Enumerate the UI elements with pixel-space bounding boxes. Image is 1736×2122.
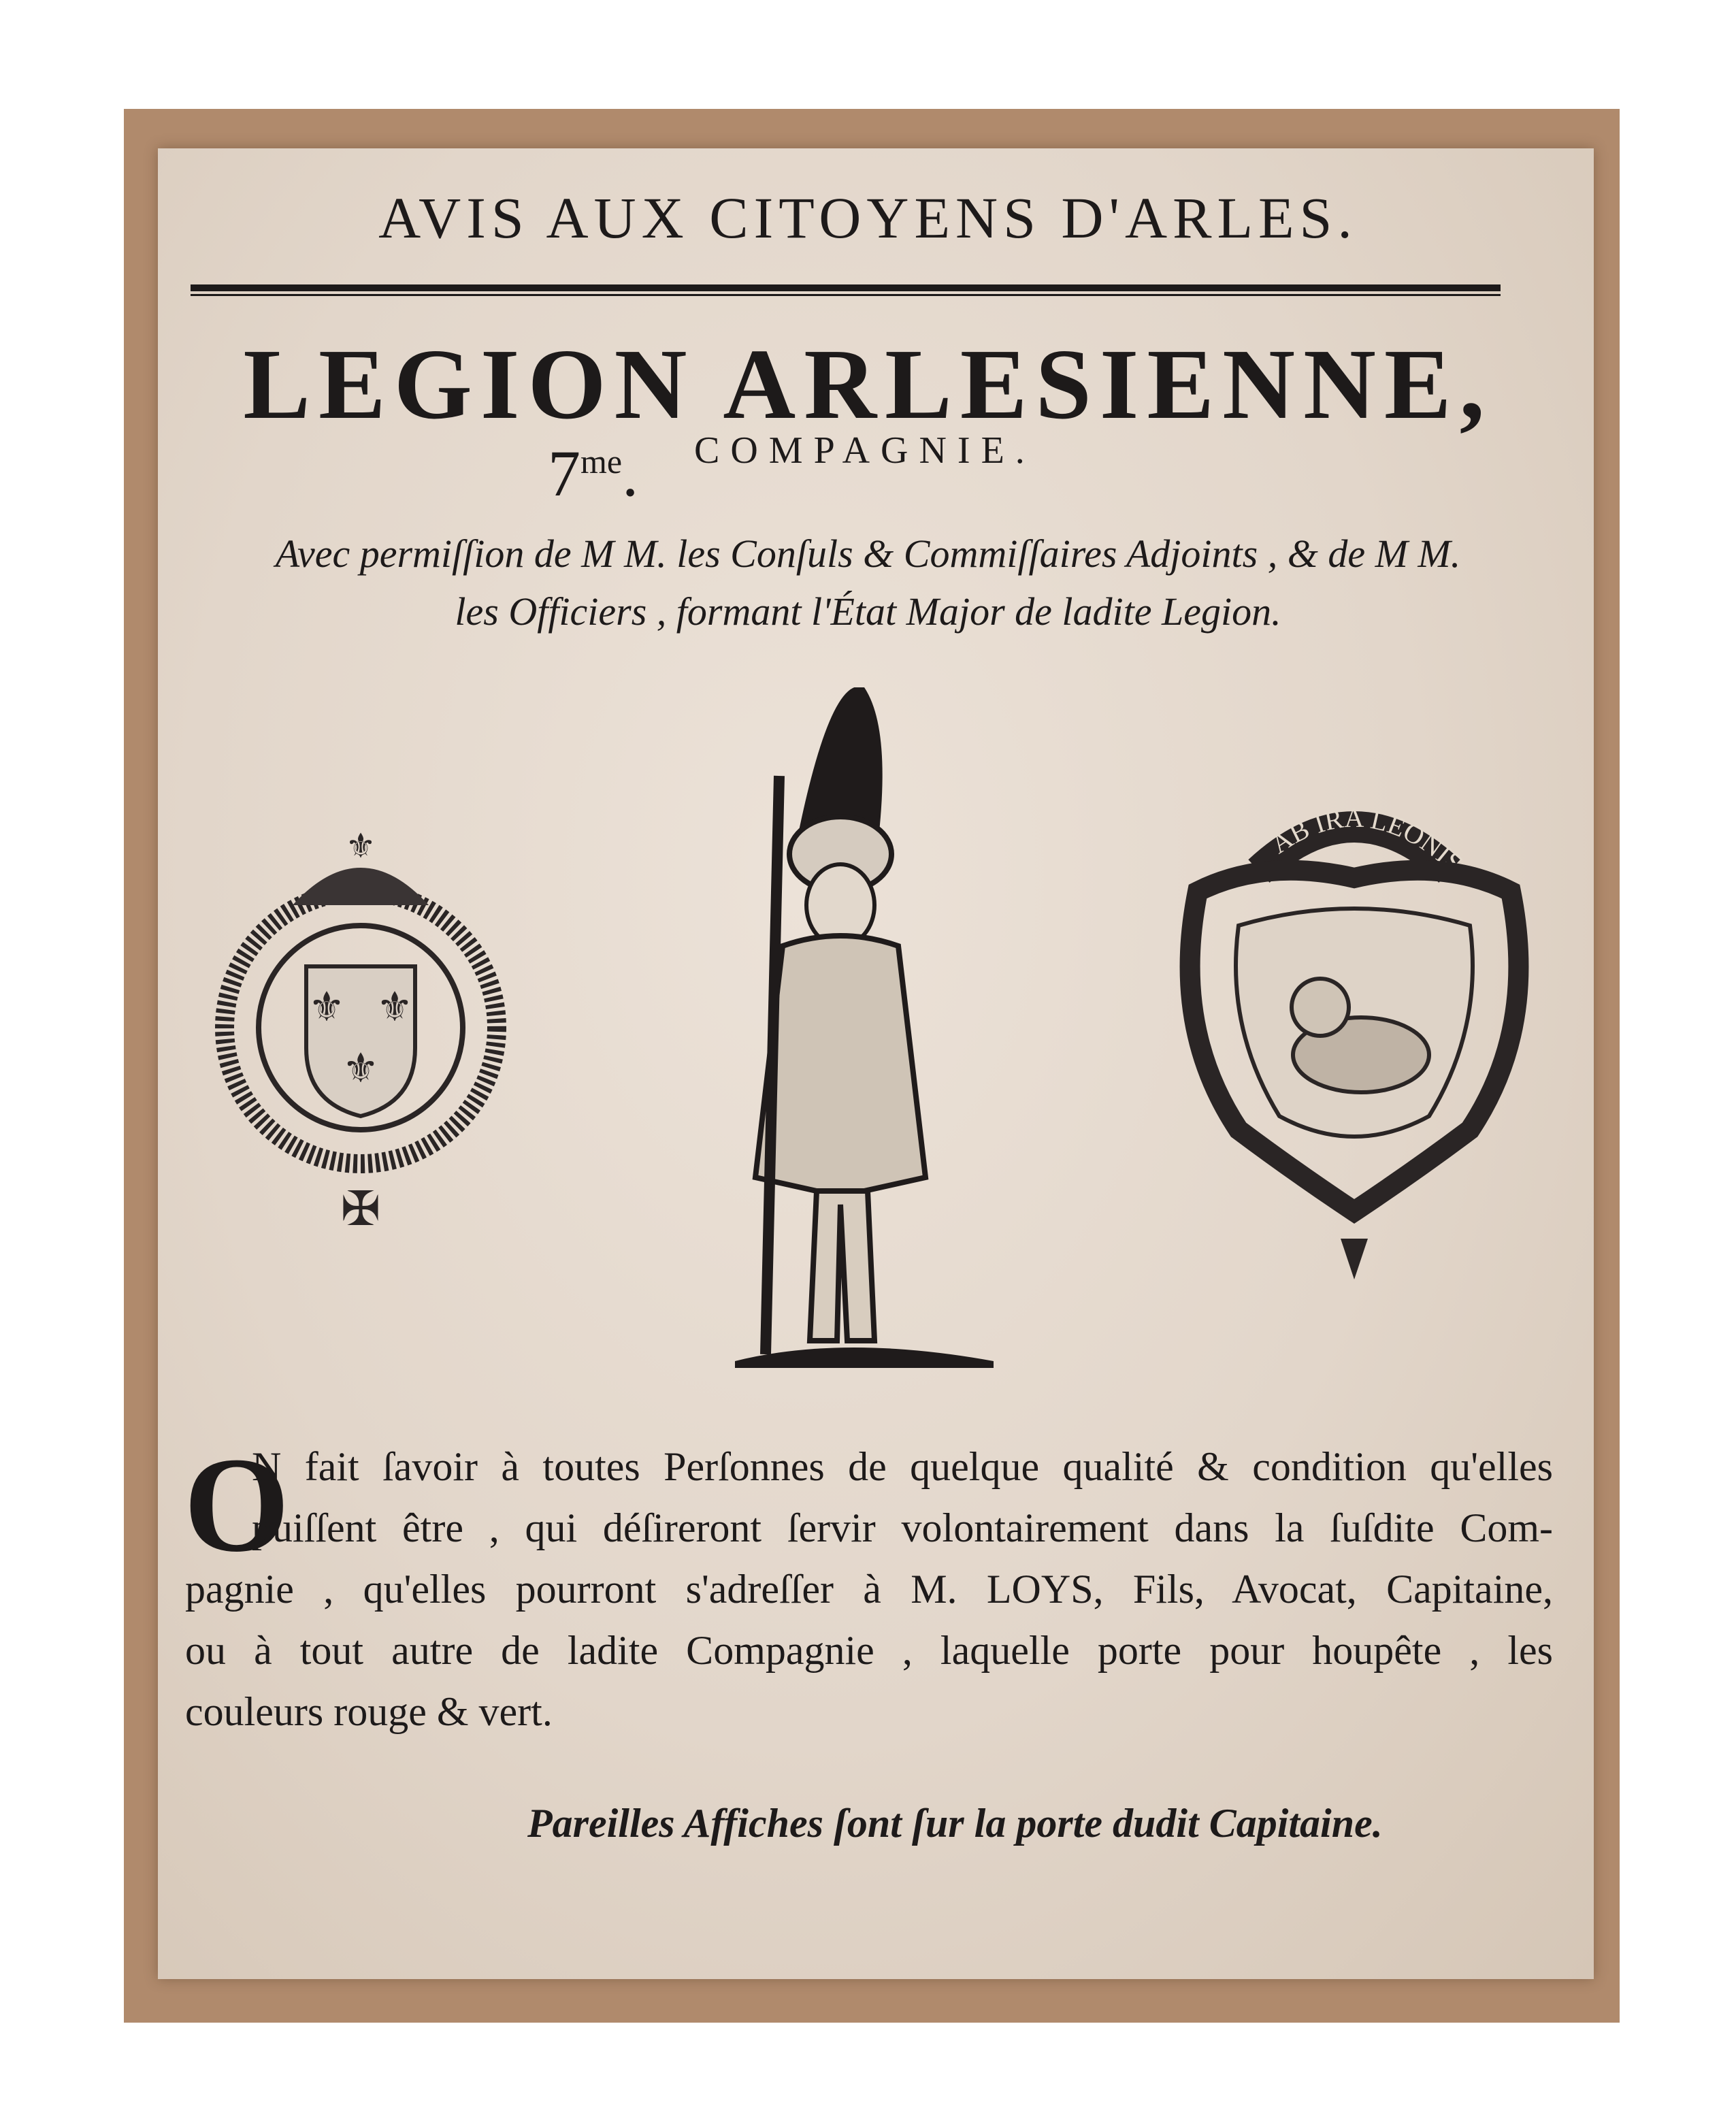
svg-text:⚜: ⚜: [376, 985, 413, 1030]
body-line: couleurs rouge & vert.: [185, 1689, 553, 1734]
body-line: ou à tout autre de ladite Compagnie , laquelle porte pour houpête , les: [185, 1628, 1553, 1673]
svg-text:⚜: ⚜: [345, 830, 376, 865]
company-label: COMPAGNIE.: [694, 429, 1036, 472]
body-line: pagnie , qu'elles pourront s'adreſſer à M. LOYS, Fils, Avocat, Capitaine,: [185, 1567, 1553, 1612]
divider-rule: [191, 284, 1501, 291]
emblem-motto: AB IRA LEONIS: [1265, 802, 1469, 879]
permission-line-1: Avec permiſſion de M M. les Conſuls & Commiſſaires Adjoints , & de M M.: [275, 532, 1461, 576]
company-number: $7^{me}$.: [548, 437, 639, 510]
company-number-suffix: me: [580, 442, 623, 480]
svg-text:⚜: ⚜: [308, 985, 345, 1030]
poster-heading: AVIS AUX CITOYENS D'ARLES.: [378, 185, 1358, 250]
grenadier-soldier-woodcut: [694, 687, 1000, 1388]
lion-cartouche-emblem: [1157, 789, 1552, 1279]
divider-rule-thin: [191, 294, 1501, 296]
svg-text:⚜: ⚜: [342, 1046, 379, 1091]
body-line: puiſſent être , qui déſireront ſervir volontairement dans la ſuſdite Com-: [252, 1505, 1553, 1550]
royal-arms-emblem: [204, 830, 517, 1239]
body-line: N fait ſavoir à toutes Perſonnes de quelque qualité & condition qu'elles: [252, 1444, 1553, 1489]
drop-cap: O: [184, 1430, 290, 1580]
permission-line-2: les Officiers , formant l'État Major de ladite Legion.: [455, 589, 1281, 634]
svg-text:✠: ✠: [340, 1184, 381, 1236]
company-number-digit: 7: [548, 437, 580, 510]
closing-note: Pareilles Affiches ſont ſur la porte dudit Capitaine.: [527, 1801, 1383, 1846]
notice-body: [184, 1430, 1553, 1742]
poster-title: LEGION ARLESIENNE,: [243, 329, 1493, 440]
